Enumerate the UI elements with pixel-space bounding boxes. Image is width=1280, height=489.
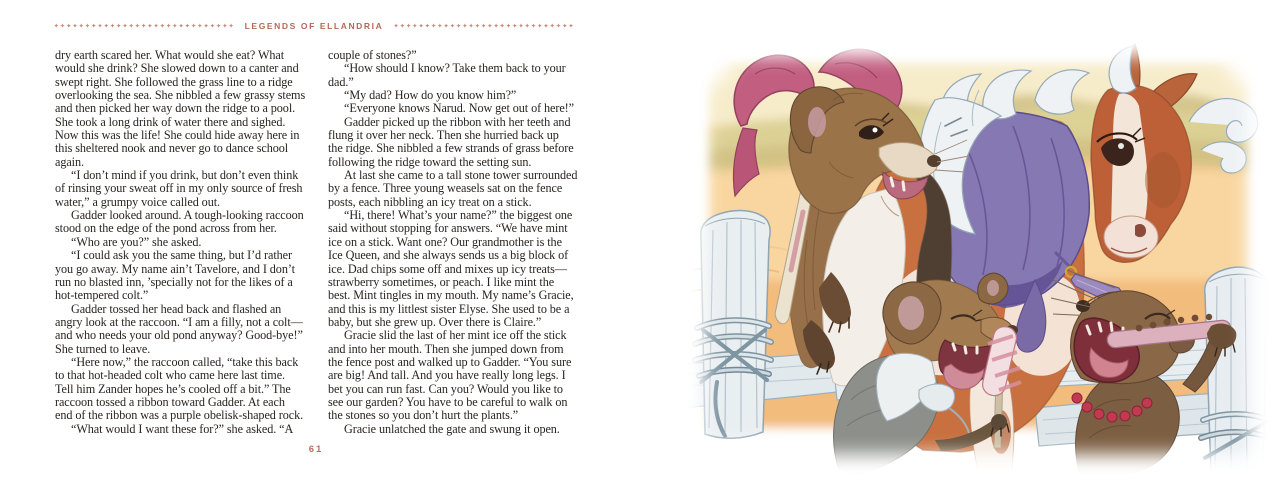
text-line: and who needs your old pond anyway? Good-bye!” xyxy=(55,328,303,343)
text-line: run no blasted inn, ’specially not for the likes of a xyxy=(55,274,293,289)
text-line: baby, but she grew up. Over there is Claire.” xyxy=(328,314,542,329)
text-line: best. Mint tingles in my mouth. My name’s Gracie, xyxy=(328,288,574,303)
text-line: “I don’t mind if you drink, but don’t even think xyxy=(71,168,299,183)
text-line: the fence post and walked up to Gadder. “You sure xyxy=(328,354,572,369)
text-line: and this is my littlest sister Elyse. She used to be a xyxy=(328,301,570,316)
text-line: would she drink? She slowed down to a canter and xyxy=(55,61,299,76)
text-line: Ice Queen, and she always sends us a big block of xyxy=(328,248,569,263)
text-line: the ridge. She nibbled a few strands of grass before xyxy=(328,141,574,156)
text-line: hot-tempered colt.” xyxy=(55,288,149,303)
text-line: and then picked her way down the ridge to a pool. xyxy=(55,101,296,116)
page-number: 61 xyxy=(308,444,324,455)
text-line: overlooking the sea. She nibbled a few grassy stems xyxy=(55,88,306,103)
text-line: strawberry sometimes, or peach. I like mint the xyxy=(328,274,555,289)
fence-post-left xyxy=(695,211,771,439)
text-line: “Here now,” the raccoon called, “take this back xyxy=(71,354,299,369)
text-line: “I could ask you the same thing, but I’d rather xyxy=(71,248,292,263)
gracie-nose xyxy=(927,155,941,167)
ornament-row-right: ✦✦✦✦✦✦✦✦✦✦✦✦✦✦✦✦✦✦✦✦✦✦✦✦✦✦✦✦✦ xyxy=(393,22,575,30)
text-line: dry earth scared her. What would she eat? What xyxy=(55,48,285,62)
text-line: couple of stones?” xyxy=(328,48,417,62)
text-line: stood on the edge of the pond across from her. xyxy=(55,221,277,236)
text-line: At last she came to a tall stone tower surrounded xyxy=(344,168,578,183)
text-line: “My dad? How do you know him?” xyxy=(344,88,517,103)
text-line: Tell him Zander hopes he’s cooled off a bit.” The xyxy=(55,381,291,396)
text-line: dad.” xyxy=(328,74,354,89)
horse-muzzle xyxy=(1104,216,1158,258)
text-line: by a fence. Three young weasels sat on the fence xyxy=(328,181,563,196)
text-line: Now this was the life! She could hide away here in xyxy=(55,128,300,143)
text-line: “How should I know? Take them back to your xyxy=(344,61,566,76)
text-line: swept right. She followed the grass line to a ridge xyxy=(55,74,293,89)
text-line: bet you can run fast. Can you? Would you like to xyxy=(328,381,563,396)
text-column-right xyxy=(328,49,600,436)
text-line: are big! And tall. And you have really long legs. I xyxy=(328,368,566,383)
text-line: Gadder looked around. A tough-looking raccoon xyxy=(71,208,304,223)
illustration xyxy=(683,30,1275,485)
text-line: and into her mouth. Then she jumped down from xyxy=(328,341,564,356)
text-line: posts, each nibbling an icy treat on a stick. xyxy=(328,194,532,209)
text-line: this sheltered nook and never go to dance school xyxy=(55,141,289,156)
text-line: following the ridge toward the setting sun. xyxy=(328,154,532,169)
text-line: angry look at the raccoon. “I am a filly, not a colt— xyxy=(55,314,303,329)
text-line: ice on a stick. Want one? Our grandmother is the xyxy=(328,234,562,249)
ornament-row-left: ✦✦✦✦✦✦✦✦✦✦✦✦✦✦✦✦✦✦✦✦✦✦✦✦✦✦✦✦✦ xyxy=(53,22,235,30)
text-line: flung it over her neck. Then she hurried back up xyxy=(328,128,559,143)
book-title: LEGENDS OF ELLANDRIA xyxy=(244,21,384,31)
text-line: Gadder picked up the ribbon with her teeth and xyxy=(344,114,571,129)
text-column-left xyxy=(55,49,327,436)
text-line: She took a long drink of water there and sighed. xyxy=(55,114,286,129)
text-line: of rinsing your sweat off in my only source of fresh xyxy=(55,181,303,196)
text-line: again. xyxy=(55,154,84,169)
text-line: water,” a grumpy voice called out. xyxy=(55,194,220,209)
text-line: Gadder tossed her head back and flashed an xyxy=(71,301,282,316)
text-line: “Who are you?” she asked. xyxy=(71,234,202,249)
text-line: She turned to leave. xyxy=(55,341,151,356)
text-line: said without stopping for answers. “We have mint xyxy=(328,221,568,236)
page-header xyxy=(46,21,582,31)
text-line: ice. Dad chips some off and mixes up icy treats— xyxy=(328,261,567,276)
text-line: “What would I want these for?” she asked. “A xyxy=(71,421,294,436)
text-line: Gracie slid the last of her mint ice off the stick xyxy=(344,328,567,343)
text-line: end of the ribbon was a purple obelisk-shaped rock. xyxy=(55,408,304,423)
text-line: Gracie unlatched the gate and swung it open. xyxy=(344,421,560,436)
text-line: “Everyone knows Narud. Now get out of here!” xyxy=(344,101,574,116)
text-line: raccoon tossed a ribbon toward Gadder. At each xyxy=(55,394,285,409)
text-line: “Hi, there! What’s your name?” the biggest one xyxy=(344,208,573,223)
text-line: to that hot-headed colt who came here last time. xyxy=(55,368,286,383)
text-line: see our garden? You have to be careful to walk on xyxy=(328,394,568,409)
text-line: the stones so you don’t hurt the plants.” xyxy=(328,408,519,423)
text-line: you go away. My name ain’t Tavelore, and I don’t xyxy=(55,261,295,276)
